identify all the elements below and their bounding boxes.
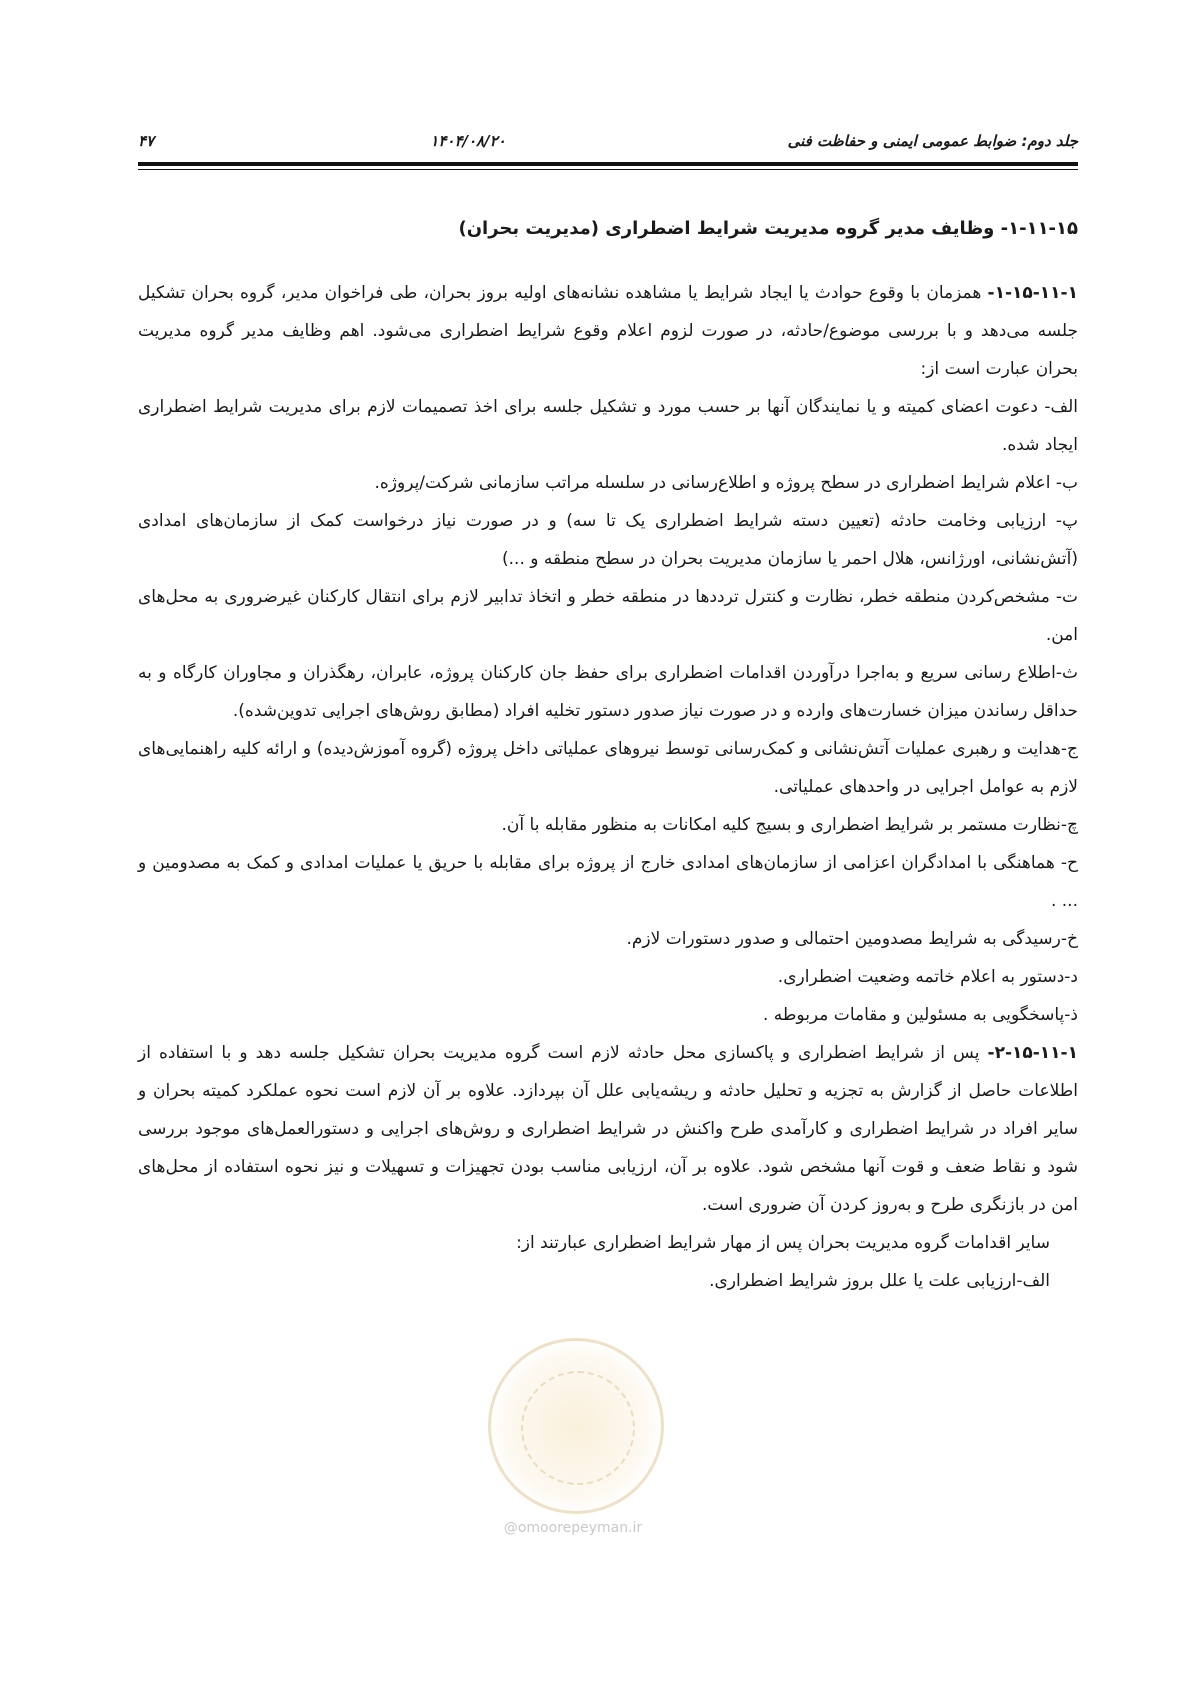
list-item: چ-نظارت مستمر بر شرایط اضطراری و بسیج کلیه امکانات به منظور مقابله با آن. — [501, 815, 1078, 835]
header-rule-thin — [138, 169, 1078, 170]
paragraph-text: پس از شرایط اضطراری و پاکسازی محل حادثه لازم است گروه مدیریت بحران تشکیل جلسه دهد و با استفاده از اطلاعات حاصل از گزارش به تجزیه و تحلیل حادثه و ریشه‌یابی علل آن بپردازد. علاوه بر آن لازم است نحوه عملکرد کمیته بحران و سایر افراد در شرایط اضطراری و کارآمدی طرح واکنش در شرایط اضطراری و روش‌های اجرایی و دستورالعمل‌های موجود بررسی شود و نقاط ضعف و قوت آنها مشخص شود. علاوه بر آن، ارزیابی مناسب بودن تجهیزات و تسهیلات و نیز نحوه استفاده از محل‌های امن در بازنگری طرح و به‌روز کردن آن ضروری است. — [138, 1043, 1078, 1215]
page-number: ۴۷ — [138, 132, 155, 150]
list-item: د-دستور به اعلام خاتمه وضعیت اضطراری. — [777, 967, 1078, 987]
paragraph-number: ۲-۱۵-۱۱-۱- — [987, 1043, 1078, 1063]
list-item: ذ-پاسخگویی به مسئولین و مقامات مربوطه . — [762, 1005, 1078, 1025]
list-item: ج-هدایت و رهبری عملیات آتش‌نشانی و کمک‌رسانی توسط نیروهای عملیاتی داخل پروژه (گروه آموزش‌دیده) و ارائه کلیه راهنمایی‌های لازم به عوامل اجرایی در واحدهای عملیاتی. — [138, 739, 1078, 797]
list-item: ب- اعلام شرایط اضطراری در سطح پروژه و اطلاع‌رسانی در سلسله مراتب سازمانی شرکت/پروژه. — [374, 473, 1078, 493]
after-actions-intro: سایر اقدامات گروه مدیریت بحران پس از مهار شرایط اضطراری عبارتند از: — [516, 1233, 1050, 1253]
header-rule-thick — [138, 162, 1078, 166]
watermark-seal-icon — [488, 1338, 664, 1514]
list-item: پ- ارزیابی وخامت حادثه (تعیین دسته شرایط اضطراری یک تا سه) و در صورت نیاز درخواست کمک از سازمان‌های امدادی (آتش‌نشانی، اورژانس، هلال احمر یا سازمان مدیریت بحران در سطح منطقه و ...) — [138, 511, 1078, 569]
paragraph-text: همزمان با وقوع حوادث یا ایجاد شرایط یا مشاهده نشانه‌های اولیه بروز بحران، طی فراخوان مدیر، گروه بحران تشکیل جلسه می‌دهد و با بررسی موضوع/حادثه، در صورت لزوم اعلام وقوع شرایط اضطراری می‌شود. اهم وظایف مدیر گروه مدیریت بحران عبارت است از: — [138, 283, 1078, 379]
section-title: ۱-۱۱-۱۵- وظایف مدیر گروه مدیریت شرایط اضطراری (مدیریت بحران) — [458, 218, 1078, 239]
list-item: الف-ارزیابی علت یا علل بروز شرایط اضطراری. — [709, 1271, 1050, 1291]
document-body — [138, 210, 1078, 1300]
list-item: خ-رسیدگی به شرایط مصدومین احتمالی و صدور دستورات لازم. — [626, 929, 1078, 949]
header-date: ۱۴۰۴/۰۸/۲۰ — [430, 132, 506, 150]
list-item: ح- هماهنگی با امدادگران اعزامی از سازمان‌های امدادی خارج از پروژه برای مقابله با حریق یا عملیات امدادی و کمک به مصدومین و ... . — [138, 853, 1078, 911]
paragraph-2 — [138, 1034, 1078, 1224]
paragraph-1 — [138, 274, 1078, 388]
list-item: ث-اطلاع رسانی سریع و به‌اجرا درآوردن اقدامات اضطراری برای حفظ جان کارکنان پروژه، عابران، رهگذران و مجاوران کارگاه و به حداقل رساندن میزان خسارت‌های وارده و در صورت نیاز صدور دستور تخلیه افراد (مطابق روش‌های اجرایی تدوین‌شده). — [138, 663, 1078, 721]
list-item: الف- دعوت اعضای کمیته و یا نمایندگان آنها بر حسب مورد و تشکیل جلسه برای اخذ تصمیمات لازم برای مدیریت شرایط اضطراری ایجاد شده. — [138, 397, 1078, 455]
list-item: ت- مشخص‌کردن منطقه خطر، نظارت و کنترل ترددها در منطقه خطر و اتخاذ تدابیر لازم برای انتقال کارکنان غیرضروری به محل‌های امن. — [138, 587, 1078, 645]
paragraph-number: ۱-۱۵-۱۱-۱- — [987, 283, 1078, 303]
watermark-text: @omoorepeyman.ir — [503, 1520, 643, 1536]
book-title: جلد دوم: ضوابط عمومی ایمنی و حفاظت فنی — [787, 132, 1078, 150]
page-header — [138, 128, 1078, 154]
